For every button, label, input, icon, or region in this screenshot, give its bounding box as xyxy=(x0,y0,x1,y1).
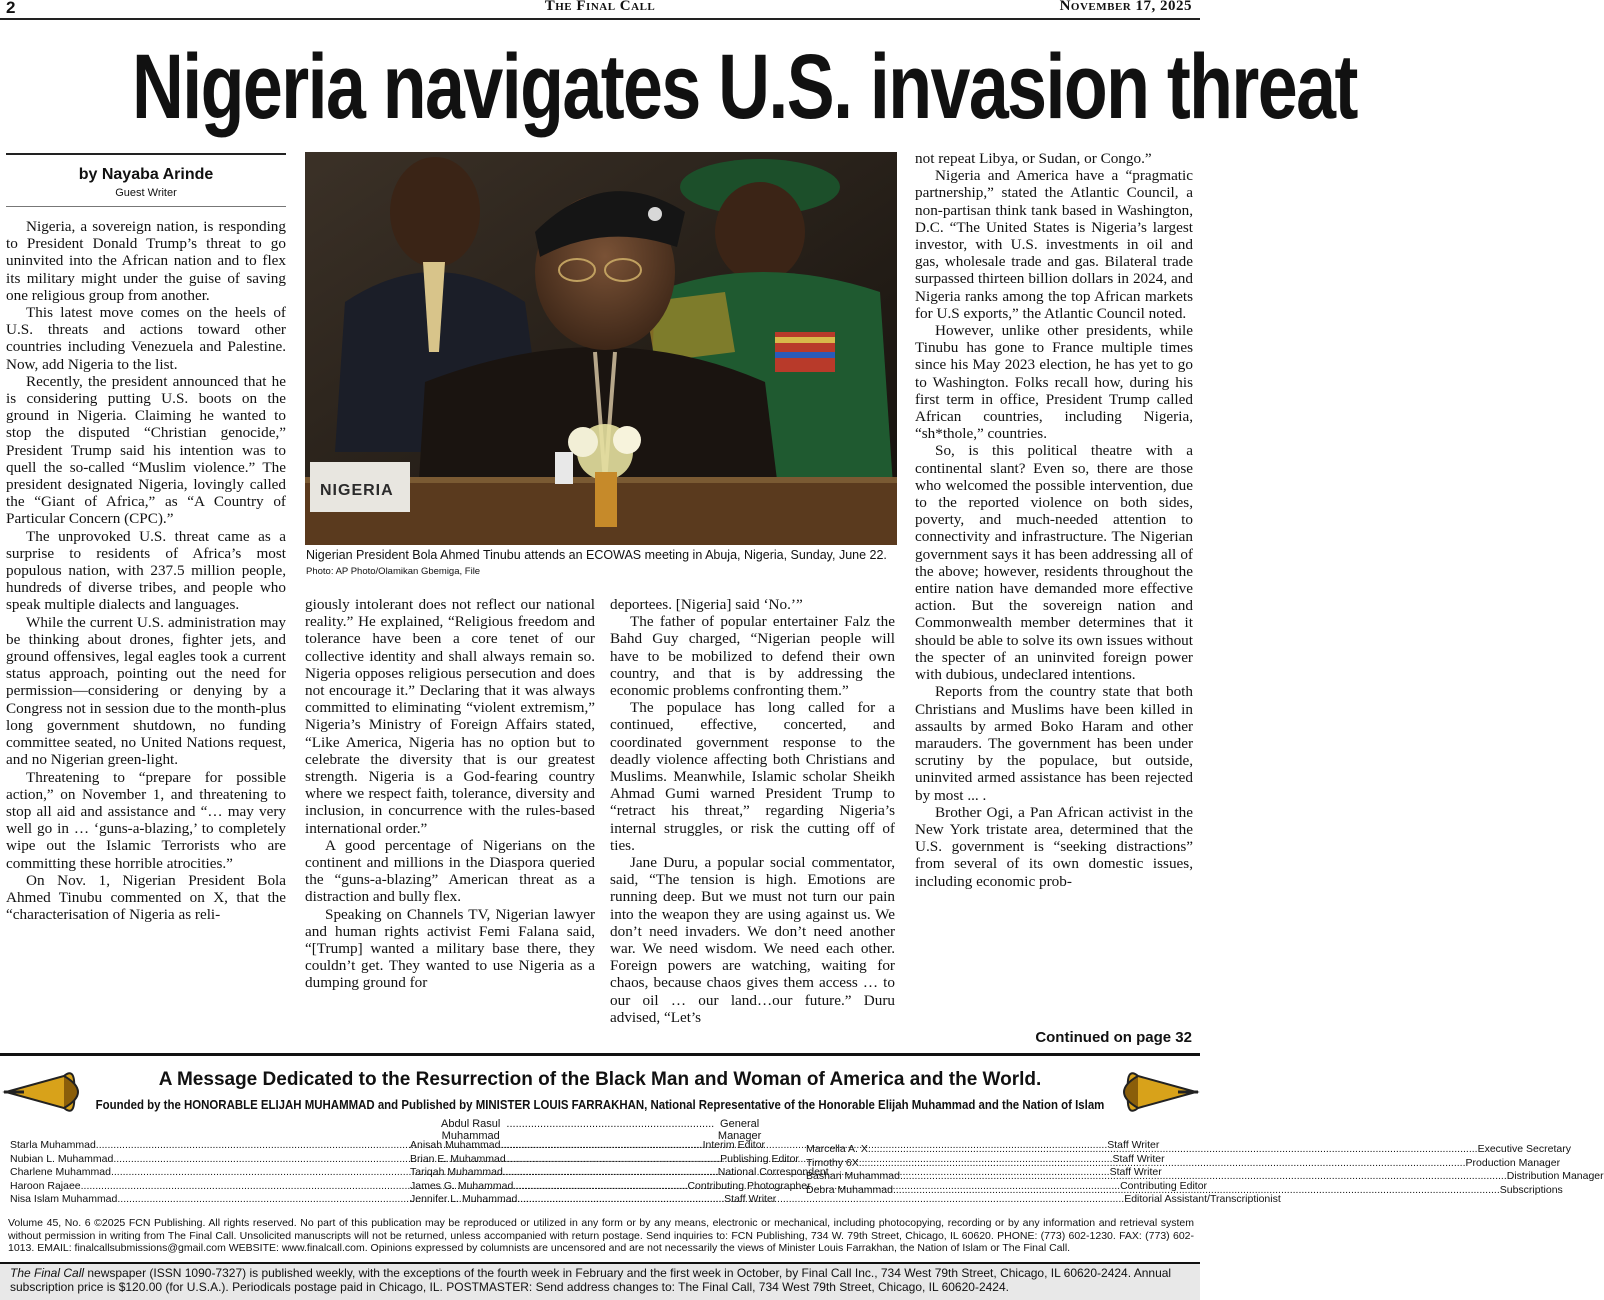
staff-name: Nubian L. Muhammad xyxy=(10,1152,114,1165)
headline: Nigeria navigates U.S. invasion threat xyxy=(132,36,1357,138)
photo-credit: Photo: AP Photo/Olamikan Gbemiga, File xyxy=(306,566,481,577)
staff-name: Marcella A. X. xyxy=(806,1143,871,1155)
staff-leader xyxy=(871,1143,1478,1157)
masthead-founded: Founded by the HONORABLE ELIJAH MUHAMMAD and Published by MINISTER LOUIS FARRAKHAN, National Representative of the Honorable Elijah Muhammad and the Nation of Islam xyxy=(95,1097,1105,1112)
article-paragraph: Jane Duru, a popular social commentator, said, “The tension is high. Emotions are running deep. But we must not turn our pain into the weapon they are using against us. We don’t need invaders. We don’t need another war. We need wisdom. We need each other. Foreign powers are watching, waiting for chaos, because chaos gives them access … to our oil … our land…our future.” Duru advised, “Let’s xyxy=(610,854,895,1026)
article-paragraph: A good percentage of Nigerians on the continent and millions in the Diaspora queried the “guns-a-blazing” American threat as a distraction and bully flex. xyxy=(305,836,595,906)
gm-title: General Manager xyxy=(717,1118,762,1142)
staff-title: Contributing Photographer xyxy=(687,1179,811,1192)
staff-name: Brian E. Muhammad xyxy=(410,1152,506,1165)
staff-name: Tariqah Muhammad xyxy=(410,1166,503,1178)
staff-row xyxy=(806,1170,1604,1184)
staff-name: Timothy 6X xyxy=(806,1156,859,1169)
staff-name: Bashari Muhammad xyxy=(806,1170,900,1182)
article-paragraph: The populace has long called for a continued, effective, concerted, and coordinated government response to the deadly violence affecting both Christians and Muslims. Meanwhile, Islamic scholar Sheikh Ahmad Gumi warned President Trump to “retract his threat,” regarding Nigeria’s internal struggles, or risk the cutting off of ties. xyxy=(610,699,895,854)
staff-name: Debra Muhammad xyxy=(806,1183,893,1196)
article-paragraph: While the current U.S. administration may be thinking about drones, fighter jets, and ground offensives, legal eagles took a current status approach, pointing out the need for permission—considering or denying by a Congress not in session due to the month-plus long government shutdown, no funding committee seated, no United Nations request, and no Nigerian green-light. xyxy=(6,613,286,769)
article-paragraph: Recently, the president announced that he is considering putting U.S. boots on the ground in Nigeria. Claiming he wanted to stop the disputed “Christian genocide,” President Trump said his intention was to quell the so-called “Muslim violence.” The president designated Nigeria, lovingly called the “Giant of Africa,” as “A Country of Particular Concern (CPC).” xyxy=(6,372,286,528)
gm-leader: .................................................................... xyxy=(506,1118,715,1130)
article-paragraph: On Nov. 1, Nigerian President Bola Ahmed Tinubu commented on X, that the “characterisation of Nigeria as reli- xyxy=(6,871,286,924)
masthead-rule xyxy=(0,1053,1200,1056)
staff-row xyxy=(806,1156,1561,1171)
publication-name: The Final Call xyxy=(544,0,656,14)
byline-rule xyxy=(6,153,286,155)
article-column-4 xyxy=(915,150,1193,1027)
article-paragraph: Reports from the country state that both Christians and Muslims have been killed in assaults by armed Boko Haram and other marauders. The government has been under scrutiny by the populace, but outside, uninvited armed assistance has been rejected by most ... . xyxy=(915,683,1193,804)
footer-pub-name: The Final Call xyxy=(10,1266,85,1280)
article-column-3 xyxy=(610,596,895,1048)
byline-divider xyxy=(6,206,286,207)
gm-name: Abdul Rasul Muhammad xyxy=(441,1118,501,1142)
staff-title: Subscriptions xyxy=(1499,1183,1563,1196)
staff-leader xyxy=(859,1157,1466,1171)
byline-role: Guest Writer xyxy=(115,187,177,199)
staff-name: Haroon Rajaee xyxy=(10,1179,81,1192)
photo-caption xyxy=(306,548,898,579)
staff-title: Staff Writer xyxy=(1107,1139,1160,1151)
masthead-message: A Message Dedicated to the Resurrection of the Black Man and Woman of America and the World. xyxy=(158,1069,1042,1090)
article-paragraph: deportees. [Nigeria] said ‘No.’” xyxy=(610,596,803,613)
footer-text xyxy=(10,1266,1190,1294)
staff-name: Nisa Islam Muhammad xyxy=(10,1193,118,1205)
caption-text: Nigerian President Bola Ahmed Tinubu attends an ECOWAS meeting in Abuja, Nigeria, Sunday, June 22. xyxy=(306,548,887,562)
staff-title: Editorial Assistant/Transcriptionist xyxy=(1124,1193,1281,1205)
staff-row xyxy=(806,1143,1571,1157)
staff-title: Distribution Manager xyxy=(1506,1170,1604,1182)
nameplate-text: NIGERIA xyxy=(320,482,394,499)
staff-title: Production Manager xyxy=(1465,1156,1561,1169)
staff-row xyxy=(410,1193,1281,1207)
article-paragraph: The unprovoked U.S. threat came as a surprise to residents of Africa’s most populous nation, with 237.5 million people, hundreds of diverse tribes, and people who speak multiple dialects and languages. xyxy=(6,527,286,614)
article-column-2 xyxy=(305,596,595,1048)
article-paragraph: The father of popular entertainer Falz the Bahd Guy charged, “Nigerian people will have to be mobilized to defend their own country, and that is by addressing the economic problems confronting them.” xyxy=(610,613,895,700)
issue-date: November 17, 2025 xyxy=(1059,0,1192,14)
staff-name: Starla Muhammad xyxy=(10,1139,96,1151)
publication-fineprint: Volume 45, No. 6 ©2025 FCN Publishing. All rights reserved. No part of this publication may be reproduced or utilized in any form or by any means, electronic or mechanical, including photocopying, recording or by any information and retrieval system without permission in writing from The Final Call. Unsolicited manuscripts will not be returned, unless accompanied with return postage. Send inquiries to: FCN Publishing, 734 W. 79th Street, Chicago, IL 60620. PHONE: (773) 602-1230. FAX: (773) 602-1013. EMAIL: finalcallsubmissions@gmail.com WEBSITE: www.finalcall.com. Opinions expressed by columnists are uncensored and are not necessarily the views of Minister Louis Farrakhan, the Nation of Islam or The Final Call. xyxy=(8,1217,1194,1254)
photo-illustration xyxy=(305,152,897,545)
staff-title: National Correspondent xyxy=(717,1166,829,1178)
article-paragraph: Brother Ogi, a Pan African activist in the New York tristate area, determined that the U.S. government is “seeking distractions” from several of its own domestic issues, including economic prob- xyxy=(915,803,1193,890)
staff-list-3 xyxy=(806,1143,1604,1197)
staff-title: Staff Writer xyxy=(1109,1166,1162,1178)
staff-leader xyxy=(900,1170,1507,1184)
article-paragraph: Threatening to “prepare for possible action,” on November 1, and threatening to stop all aid and assistance and “… may very well go in … ‘guns-a-blazing,’ to completely wipe out the Islamic Terrorists who are committing these horrible atrocities.” xyxy=(6,768,286,872)
article-photo xyxy=(305,152,897,545)
staff-name: James G. Muhammad xyxy=(410,1179,514,1192)
staff-name: Jennifer L. Muhammad xyxy=(410,1193,518,1205)
staff-leader xyxy=(893,1184,1500,1198)
staff-title: Executive Secretary xyxy=(1477,1143,1571,1155)
staff-title: Contributing Editor xyxy=(1120,1179,1208,1192)
article-paragraph: not repeat Libya, or Sudan, or Congo.” xyxy=(915,150,1152,167)
staff-name: Charlene Muhammad xyxy=(10,1166,111,1178)
article-paragraph: giously intolerant does not reflect our national reality.” He explained, “Religious freedom and tolerance have been a core tenet of our collective identity and shall always remain so. Nigeria opposes religious persecution and does not encourage it.” Declaring that it was always committed to eliminating “violent extremism,” Nigeria’s Ministry of Foreign Affairs stated, “Like America, Nigeria has no option but to celebrate the diversity that is our greatest strength. Nigeria is a God-fearing country where we respect faith, tolerance, diversity and inclusion, in concurrence with the rules-based international order.” xyxy=(305,596,595,837)
article-paragraph: Nigeria and America have a “pragmatic partnership,” stated the Atlantic Council, a non-partisan think tank based in Washington, D.C. “The United States is Nigeria’s largest investor, with U.S. investments in oil and gas, wholesale trade and gas. Bilateral trade surpassed thirteen billion dollars in 2024, and Nigeria ranks among the top African markets for U.S exports,” the Atlantic Council noted. xyxy=(915,167,1193,322)
byline-author: by Nayaba Arinde xyxy=(78,166,214,183)
page-number: 2 xyxy=(6,0,16,17)
staff-name: Anisah Muhammad xyxy=(410,1139,501,1151)
continued-link[interactable]: Continued on page 32 xyxy=(1035,1029,1192,1046)
footer-body: newspaper (ISSN 1090-7327) is published weekly, with the exceptions of the fourth week in February and the first week in October, by Final Call Inc., 734 West 79th Street, Chicago, IL 60620-2424. Annual subscription price is $120.00 (for U.S.A.). Periodicals postage paid in Chicago, IL. POSTMASTER: Send address changes to: The Final Call, 734 West 79th Street, Chicago, IL 60620-2424. xyxy=(10,1266,1172,1294)
article-paragraph: However, unlike other presidents, while Tinubu has gone to France multiple times since his May 2023 election, he has yet to go to Washington. Folks recall how, during his first term in office, President Trump called African countries, including Nigeria, “sh*thole,” countries. xyxy=(915,322,1193,443)
article-column-1 xyxy=(6,218,286,1048)
article-paragraph: This latest move comes on the heels of U.S. threats and actions toward other countries including Venezuela and Palestine. Now, add Nigeria to the list. xyxy=(6,304,286,373)
staff-title: Publishing Editor xyxy=(720,1152,799,1165)
staff-title: Staff Writer xyxy=(1112,1152,1165,1165)
staff-title: Interim Editor xyxy=(702,1139,766,1151)
staff-title: Staff Writer xyxy=(724,1193,777,1205)
article-paragraph: Nigeria, a sovereign nation, is responding to President Donald Trump’s threat to go uninvited into the African nation and to flex its military might under the guise of saving one religious group from another. xyxy=(6,218,286,304)
article-paragraph: Speaking on Channels TV, Nigerian lawyer and human rights activist Femi Falana said, “[Trump] wanted a military base there, they couldn’t get. They wanted to use Nigeria as a dumping ground for xyxy=(305,905,595,992)
article-paragraph: So, is this political theatre with a continental slant? Even so, there are those who welcomed the possible intervention, due to the reported violence on both sides, poverty, and much-needed attention to connectivity and infrastructure. The Nigerian government says it has been addressing all of the above; however, residents throughout the entire nation have demanded more effective action. But the sovereign nation and Commonwealth member determines that it should be able to solve its own issues without the specter of an uninvited foreign power with dubious, undeclared intentions. xyxy=(915,442,1193,684)
